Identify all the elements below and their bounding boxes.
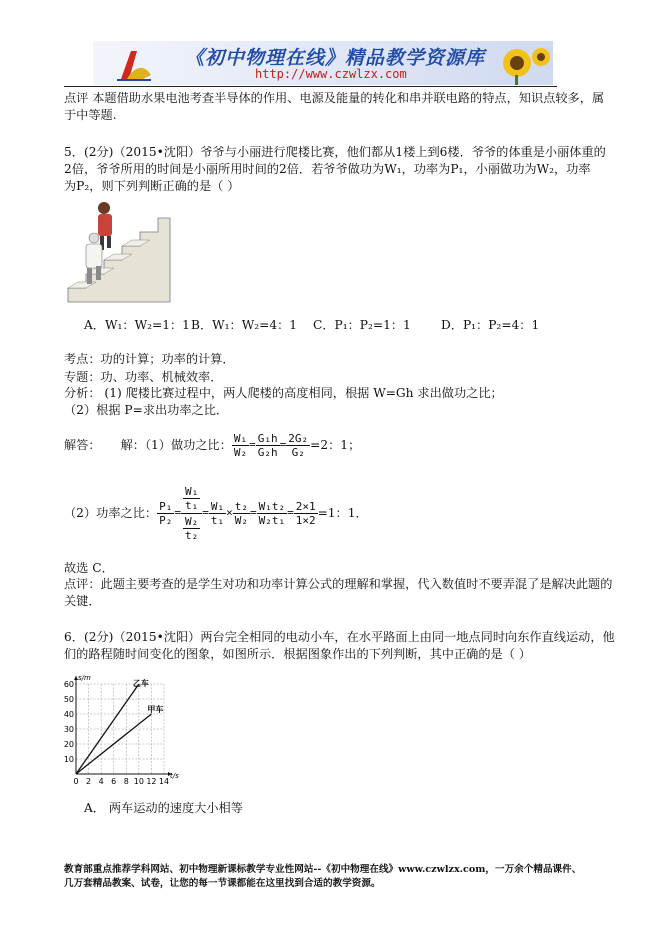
q5-stem-line2: 2倍，爷爷所用的时间是小丽所用时间的2倍．若爷爷做功为W₁，功率为P₁，小丽做功为W₂，功率 <box>64 162 591 176</box>
q5-solution-step2: （2）功率之比： $\frac{\text{P₁}}{\text{P₂}}$ = $\frac{\frac{\text{W₁}}{\text{t₁}}}{\frac{\text{W₂}}{\text{t₂}}}$ = $\frac{\text{W₁}}{\text{t₁}}$ × $\frac{\text{t₂}}{\text{W₂}}$ = $\frac{\text{W₁t₂}}{\text{W₂t₁}}$ = $\frac{2\times 1}{1\times 2}$ =1：1． <box>64 484 368 542</box>
x-tick-label: 10 <box>133 777 144 786</box>
q6-option-a[interactable]: A． 两车运动的速度大小相等 <box>84 801 243 815</box>
step1-label: 解：（1）做功之比： <box>120 438 232 452</box>
prev-comment-line1: 点评 本题借助水果电池考查半导体的作用、电源及能量的转化和串并联电路的特点，知识点较多，属 <box>64 91 605 105</box>
series-label: 甲车 <box>147 705 164 714</box>
footer-line1: 教育部重点推荐学科网站、初中物理新课标教学专业性网站--《初中物理在线》www.czwlzx.com，一万余个精品课件、 <box>64 864 582 875</box>
banner-url[interactable]: http://www.czwlzx.com <box>255 67 407 81</box>
solution-label: 解答： <box>64 438 101 452</box>
step2-frac-d: $\frac{2\times 1}{1\times 2}$ <box>295 499 316 527</box>
step2-frac-p: $\frac{\text{P₁}}{\text{P₂}}$ <box>159 499 173 527</box>
q5-analysis-line1: 分析： (1) 爬楼比赛过程中，两人爬楼的高度相同，根据 W=Gh 求出做功之比； <box>64 386 503 400</box>
q5-zhuanti: 专题：功、功率、机械效率． <box>64 370 223 384</box>
step1-frac-g: $\frac{\text{2G₂}}{\text{G₂}}$ <box>288 431 309 459</box>
banner-title: 《初中物理在线》精品教学资源库 <box>185 47 486 69</box>
step2-label: （2）功率之比： <box>64 506 158 520</box>
x-tick-label: 4 <box>98 777 104 786</box>
sunflower-icon <box>493 43 553 85</box>
q5-kaodian: 考点：功的计算；功率的计算． <box>64 352 235 366</box>
q5-option-d[interactable]: D．P₁：P₂=4：1 <box>441 318 540 332</box>
prev-comment-line2: 于中等题. <box>64 108 117 122</box>
x-tick-label: 2 <box>86 777 92 786</box>
x-tick-label: 6 <box>111 777 117 786</box>
x-tick-label: 12 <box>146 777 157 786</box>
q6-stem-line2: 们的路程随时间变化的图象，如图所示．根据图象作出的下列判断，其中正确的是（ ） <box>64 647 531 661</box>
y-tick-label: 60 <box>63 680 74 689</box>
q5-option-a[interactable]: A．W₁：W₂=1：1 <box>84 318 190 332</box>
y-tick-label: 50 <box>63 695 74 704</box>
y-tick-label: 30 <box>63 725 74 734</box>
q5-stem-line1: 5．(2分)（2015•沈阳）爷爷与小丽进行爬楼比赛，他们都从1楼上到6楼．爷爷的体重是小丽体重的 <box>64 145 606 159</box>
q5-solution-step1: 解答： 解：（1）做功之比： $\frac{\text{W₁}}{\text{W₂}}$ = $\frac{\text{G₁h}}{\text{G₂h}}$ = $\frac{\text{2G₂}}{\text{G₂}}$ =2：1； <box>64 431 361 459</box>
distance-time-chart <box>60 670 180 792</box>
step2-result: =1：1． <box>317 506 368 520</box>
q5-analysis-line2: （2）根据 P=求出功率之比． <box>64 403 229 417</box>
q5-stem-line3: 为P₂，则下列判断正确的是（ ） <box>64 179 240 193</box>
step2-frac-a: $\frac{\text{W₁}}{\text{t₁}}$ <box>210 499 225 527</box>
step1-result: =2：1； <box>310 438 361 452</box>
q5-comment-line2: 关键． <box>64 594 101 608</box>
step2-frac-c: $\frac{\text{W₁t₂}}{\text{W₂t₁}}$ <box>258 499 286 527</box>
x-tick-label: 8 <box>123 777 129 786</box>
q5-answer: 故选 C． <box>64 561 114 575</box>
chart-axes <box>74 674 179 780</box>
step1-frac-w: $\frac{\text{W₁}}{\text{W₂}}$ <box>233 431 248 459</box>
chart-series <box>76 678 163 774</box>
footer-line2: 几万套精品教案、试卷，让您的每一节课都能在这里找到合适的教学资源。 <box>64 878 381 889</box>
y-axis-label: s/m <box>78 674 91 682</box>
series-label: 乙车 <box>132 679 149 688</box>
x-axis-label: t/s <box>170 772 179 780</box>
q5-option-b[interactable]: B．W₁：W₂=4：1 <box>191 318 298 332</box>
x-tick-label: 14 <box>158 777 170 786</box>
q5-option-c[interactable]: C．P₁：P₂=1：1 <box>313 318 411 332</box>
q5-comment-line1: 点评：此题主要考查的是学生对功和功率计算公式的理解和掌握，代入数值时不要弄混了是解决此题的 <box>64 577 613 591</box>
x-tick-label: 0 <box>73 777 79 786</box>
y-tick-label: 20 <box>63 740 74 749</box>
chart-ticks <box>64 680 169 786</box>
site-banner <box>93 41 553 85</box>
y-tick-label: 40 <box>63 710 74 719</box>
stairs-illustration <box>64 196 172 306</box>
site-logo-icon <box>113 45 155 83</box>
chart-grid <box>76 684 164 774</box>
step2-compound-frac: $\frac{\frac{\text{W₁}}{\text{t₁}}}{\frac{\text{W₂}}{\text{t₂}}}$ <box>181 485 202 542</box>
y-tick-label: 10 <box>63 755 74 764</box>
step2-frac-b: $\frac{\text{t₂}}{\text{W₂}}$ <box>234 499 248 527</box>
header-rule <box>64 86 557 87</box>
step1-frac-gh: $\frac{\text{G₁h}}{\text{G₂h}}$ <box>257 431 278 459</box>
q6-stem-line1: 6．(2分)（2015•沈阳）两台完全相同的电动小车，在水平路面上由同一地点同时向东作直线运动，他 <box>64 630 615 644</box>
